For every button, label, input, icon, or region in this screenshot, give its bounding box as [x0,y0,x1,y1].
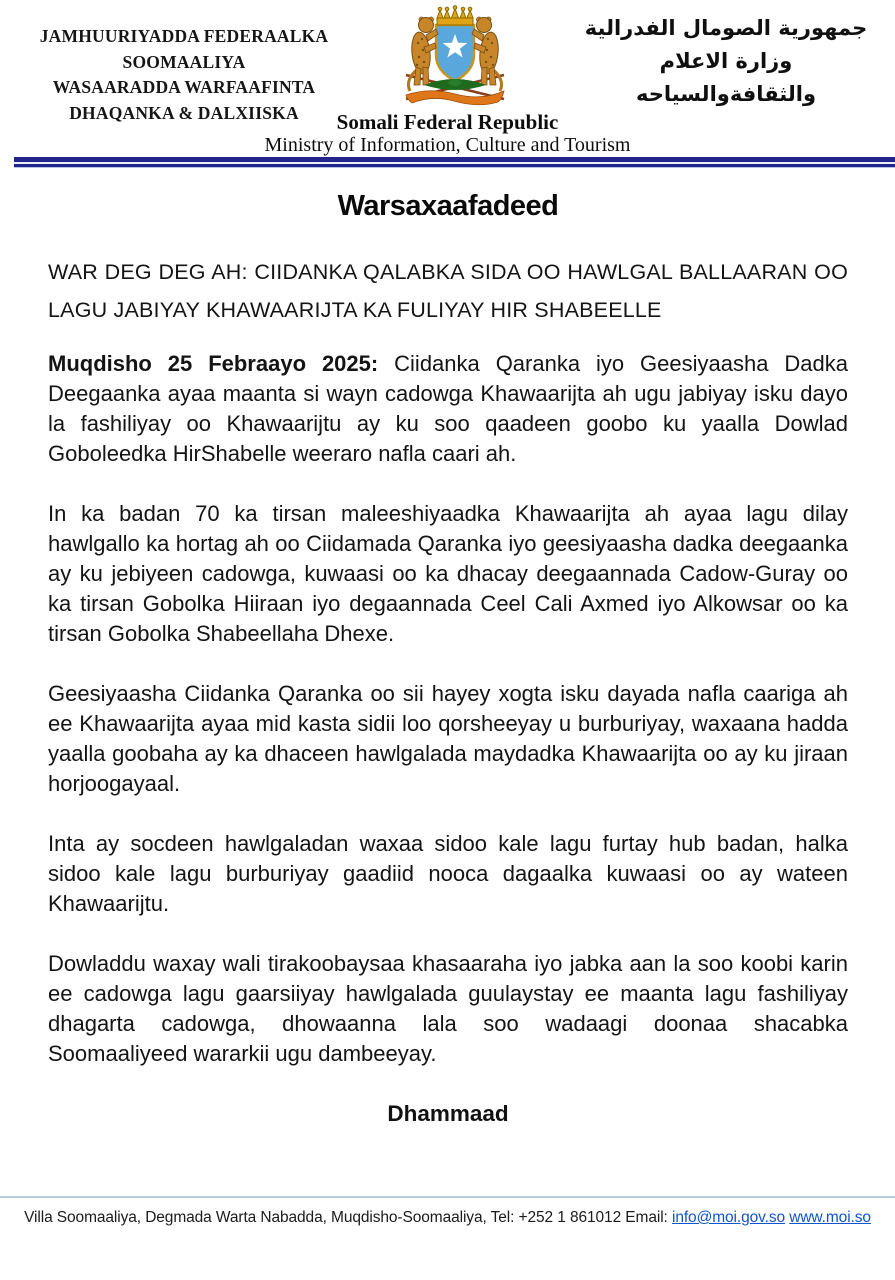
dateline: Muqdisho 25 Febraayo 2025: [48,351,379,376]
footer-website-link[interactable]: www.moi.so [789,1209,871,1226]
footer-divider [0,1196,895,1198]
republic-title: Somali Federal Republic [336,110,559,134]
footer-address: Villa Soomaaliya, Degmada Warta Nabadda, Muqdisho-Soomaaliya, Tel: +252 1 861012 Email: [24,1209,668,1226]
arabic-line: والثقافةوالسياحه [635,82,817,106]
header-divider [14,157,895,168]
paragraph-3: Geesiyaasha Ciidanka Qaranka oo sii hayey xogta isku dayada nafla caariga ah ee Khawaarijta ayaa mid kasta sidii loo qorsheeyay u burburiyay, waxaana hadda yaalla goobaha ay ka dhaceen hawlgalada maydadka Khawaarijta oo ay ku jiraan horjoogayaal. [48,681,848,796]
page-title: Warsaxaafadeed [337,190,559,222]
paragraph-4: Inta ay socdeen hawlgaladan waxaa sidoo kale lagu furtay hub badan, halka sidoo kale lagu burburiyay gaadiid nooca dagaalka kuwaasi oo ay wateen Khawaarijtu. [48,831,848,916]
arabic-line: وزارة الاعلام [659,49,793,73]
headline: WAR DEG DEG AH: CIIDANKA QALABKA SIDA OO HAWLGAL BALLAARAN OO LAGU JABIYAY KHAWAARIJTA KA FULIYAY HIR SHABEELLE [48,260,848,322]
org-line: SOOMAALIYA [122,51,246,72]
paragraph-1-text: Ciidanka Qaranka iyo Geesiyaasha Dadka Deegaanka ayaa maanta si wayn cadowga Khawaarijta ah ugu jabiyay isku dayo la fashiliyay oo Khawaarijtu ay ku soo qaadeen goobo ku yaalla Dowlad Goboleedka HirShabelle weeraro nafla caari ah. [48,351,848,466]
arabic-line: جمهورية الصومال الفدرالية [584,16,868,40]
org-line: DHAQANKA & DALXIISKA [69,102,299,123]
org-line: JAMHUURIYADDA FEDERAALKA [39,26,329,46]
paragraph-2: In ka badan 70 ka tirsan maleeshiyaadka Khawaarijta ah ayaa lagu dilay hawlgallo ka hortag ah oo Ciidamada Qaranka iyo geesiyaasha dadka deegaanka ay ku jebiyeen cadowga, kuwaasi oo ka dhacay deegaannada Cadow-Guray oo ka tirsan Gobolka Hiiraan iyo degaannada Ceel Cali Axmed iyo Alkowsar oo ka tirsan Gobolka Shabeellaha Dhexe. [48,501,848,646]
press-release-body [48,168,848,1127]
footer-email-link[interactable]: info@moi.gov.so [671,1209,786,1226]
somalia-coat-of-arms-icon [389,5,521,109]
closing-word: Dhammaad [387,1101,509,1126]
ministry-name-arabic [563,12,889,111]
footer-contact [0,1209,895,1227]
paragraph-5: Dowladdu waxay wali tirakoobaysaa khasaaraha iyo jabka aan la soo koobi karin ee cadowga lagu gaarsiiyay hawlgalada guulaystay ee maanta lagu fashiliyay dhagarta cadowga, dhowaanna lala soo wadaagi doonaa shacabka Soomaaliyeed wararkii ugu dambeeyay. [48,951,848,1066]
ministry-title-english: Ministry of Information, Culture and Tourism [264,134,631,156]
org-line: WASAARADDA WARFAAFINTA [52,77,316,97]
paragraph-1 [48,349,848,469]
